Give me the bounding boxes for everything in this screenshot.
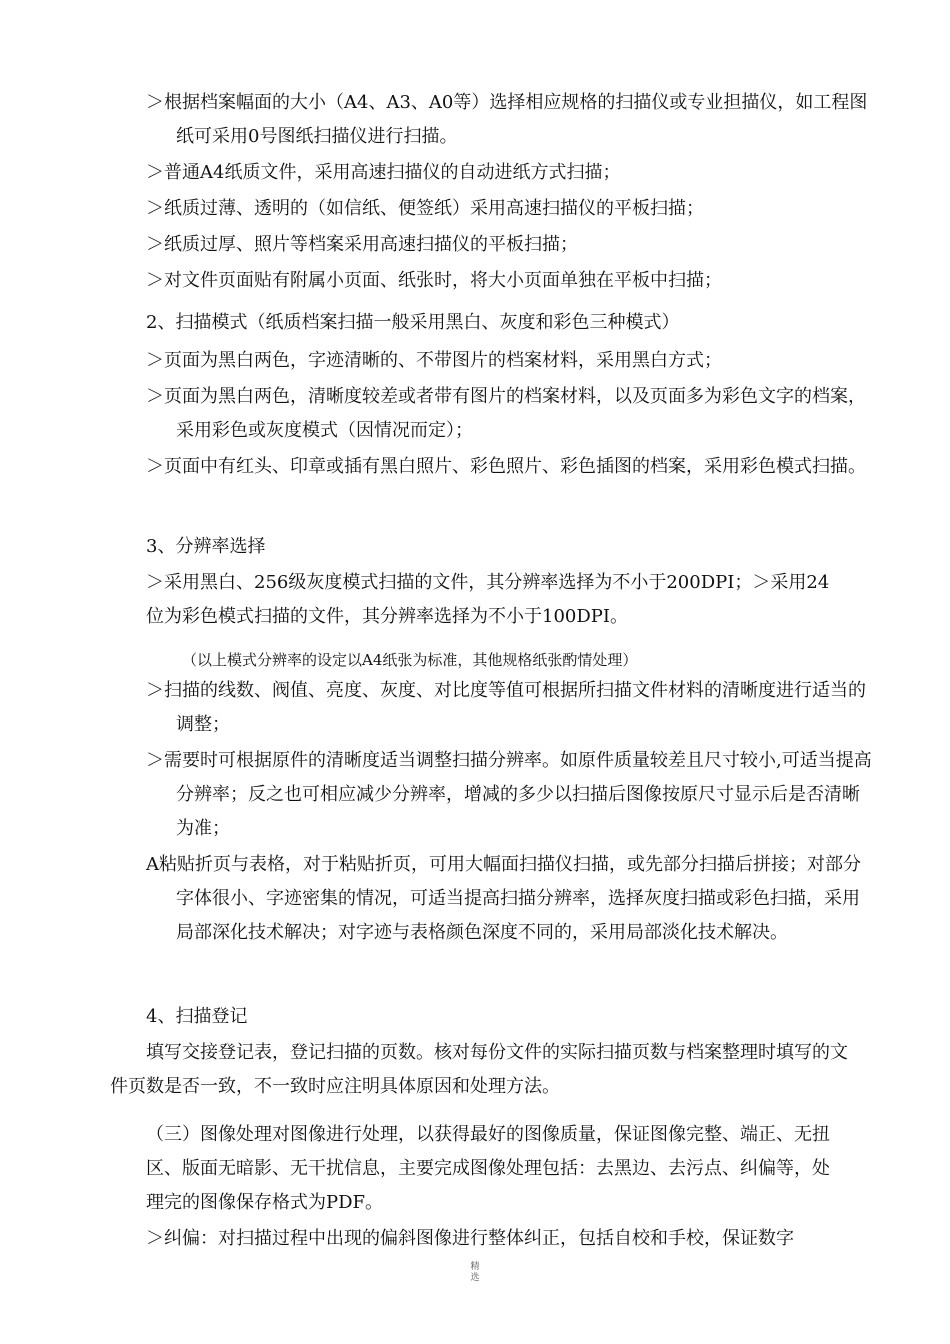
bullet-color-mode: ＞页面中有红头、印章或插有黑白照片、彩色照片、彩色插图的档案，采用彩色模式扫描。 bbox=[146, 456, 866, 477]
resolution-note: （以上模式分辨率的设定以A4纸张为标准，其他规格纸张酌情处理） bbox=[182, 651, 638, 669]
footer-line-2: 选 bbox=[470, 1273, 480, 1283]
bullet-attached-pages: ＞对文件页面贴有附属小页面、纸张时，将大小页面单独在平板中扫描； bbox=[146, 270, 722, 291]
bullet-resolution-dpi: ＞采用黑白、256级灰度模式扫描的文件，其分辨率选择为不小于200DPI；＞采用24位为彩色模式扫描的文件，其分辨率选择为不小于100DPI。 bbox=[146, 572, 830, 627]
bullet-adjust-resolution: ＞需要时可根据原件的清晰度适当调整扫描分辨率。如原件质量较差且尺寸较小,可适当提高分辨率；反之也可相应减少分辨率，增减的多少以扫描后图像按原尺寸显示后是否清晰为准； bbox=[146, 750, 872, 839]
bullet-threshold-adjust: ＞扫描的线数、阀值、亮度、灰度、对比度等值可根据所扫描文件材料的清晰度进行适当的调整； bbox=[146, 680, 866, 735]
bullet-scanner-size: ＞根据档案幅面的大小（A4、A3、A0等）选择相应规格的扫描仪或专业担描仪，如工程图纸可采用0号图纸扫描仪进行扫描。 bbox=[146, 92, 868, 147]
footer-line-1: 精 bbox=[470, 1262, 480, 1272]
page-footer bbox=[460, 1262, 490, 1284]
bullet-deskew: ＞纠偏：对扫描过程中出现的偏斜图像进行整体纠正，包括自校和手校，保证数字 bbox=[146, 1228, 794, 1249]
heading-scan-mode: 2、扫描模式（纸质档案扫描一般采用黑白、灰度和彩色三种模式） bbox=[146, 312, 680, 333]
heading-resolution: 3、分辨率选择 bbox=[146, 536, 266, 557]
image-processing-paragraph: （三）图像处理对图像进行处理，以获得最好的图像质量，保证图像完整、端正、无扭区、版面无暗影、无干扰信息，主要完成图像处理包括：去黑边、去污点、纠偏等，处理完的图像保存格式为PDF。 bbox=[146, 1124, 830, 1213]
bullet-a4-auto-feed: ＞普通A4纸质文件，采用高速扫描仪的自动进纸方式扫描； bbox=[146, 162, 621, 183]
bullet-black-white: ＞页面为黑白两色，字迹清晰的、不带图片的档案材料，采用黑白方式； bbox=[146, 350, 722, 371]
bullet-folded-pages: A粘贴折页与表格，对于粘贴折页，可用大幅面扫描仪扫描，或先部分扫描后拼接；对部分字体很小、字迹密集的情况，可适当提高扫描分辨率，选择灰度扫描或彩色扫描，采用局部深化技术解决；对字迹与表格颜色深度不同的，采用局部淡化技术解决。 bbox=[146, 854, 861, 943]
bullet-thin-paper: ＞纸质过薄、透明的（如信纸、便签纸）采用高速扫描仪的平板扫描； bbox=[146, 198, 704, 219]
bullet-thick-paper: ＞纸质过厚、照片等档案采用高速扫描仪的平板扫描； bbox=[146, 234, 578, 255]
bullet-color-or-gray: ＞页面为黑白两色，清晰度较差或者带有图片的档案材料，以及页面多为彩色文字的档案，采用彩色或灰度模式（因情况而定）； bbox=[146, 386, 866, 441]
register-paragraph: 填写交接登记表，登记扫描的页数。核对每份文件的实际扫描页数与档案整理时填写的文件页数是否一致，不一致时应注明具体原因和处理方法。 bbox=[110, 1042, 848, 1097]
heading-scan-register: 4、扫描登记 bbox=[146, 1006, 248, 1027]
